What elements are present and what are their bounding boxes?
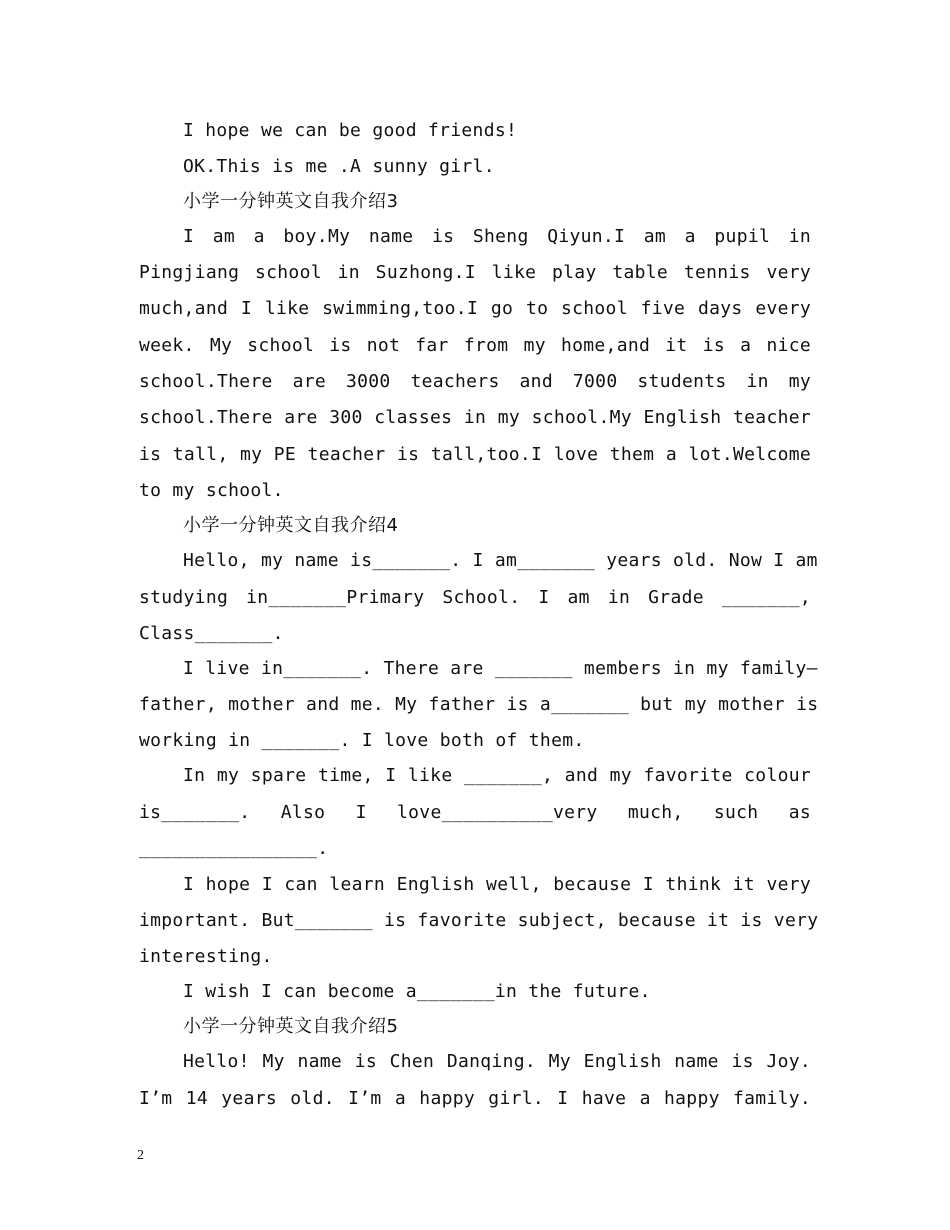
text-line: OK.This is me .A sunny girl.	[183, 156, 495, 177]
text-line: I hope I can learn English well, because I think it very	[183, 874, 811, 895]
section-heading: 小学一分钟英文自我介绍3	[183, 191, 399, 212]
text-line: to my school.	[139, 480, 284, 501]
text-line: much,and I like swimming,too.I go to school five days every	[139, 298, 811, 319]
text-line: studying in_______Primary School. I am in Grade _______,	[139, 587, 811, 608]
text-line: In my spare time, I like _______, and my favorite colour	[183, 765, 811, 786]
text-line: I’m 14 years old. I’m a happy girl. I have a happy family.	[139, 1088, 811, 1109]
section-heading: 小学一分钟英文自我介绍4	[183, 515, 399, 536]
text-line: working in _______. I love both of them.	[139, 730, 585, 751]
text-line: I hope we can be good friends!	[183, 120, 518, 141]
text-line: Hello, my name is_______. I am_______ years old. Now I am	[183, 550, 818, 571]
text-line: is tall, my PE teacher is tall,too.I love them a lot.Welcome	[139, 444, 811, 465]
text-line: Hello! My name is Chen Danqing. My English name is Joy.	[183, 1051, 811, 1072]
text-line: school.There are 300 classes in my school.My English teacher	[139, 407, 811, 428]
text-line: is_______. Also I love__________very much, such as	[139, 802, 811, 823]
text-line: I am a boy.My name is Sheng Qiyun.I am a pupil in	[183, 226, 811, 247]
text-line: week. My school is not far from my home,and it is a nice	[139, 335, 811, 356]
text-line: I live in_______. There are _______ members in my family—	[183, 658, 818, 679]
text-line: important. But_______ is favorite subject, because it is very	[139, 910, 819, 931]
text-line: interesting.	[139, 946, 273, 967]
text-line: father, mother and me. My father is a_______ but my mother is	[139, 694, 819, 715]
text-line: school.There are 3000 teachers and 7000 students in my	[139, 371, 811, 392]
section-heading: 小学一分钟英文自我介绍5	[183, 1016, 399, 1037]
page-number: 2	[137, 1148, 144, 1163]
text-line: I wish I can become a_______in the future.	[183, 981, 651, 1002]
text-line: ________________.	[139, 838, 329, 859]
text-line: Pingjiang school in Suzhong.I like play table tennis very	[139, 262, 811, 283]
text-line: Class_______.	[139, 623, 284, 644]
